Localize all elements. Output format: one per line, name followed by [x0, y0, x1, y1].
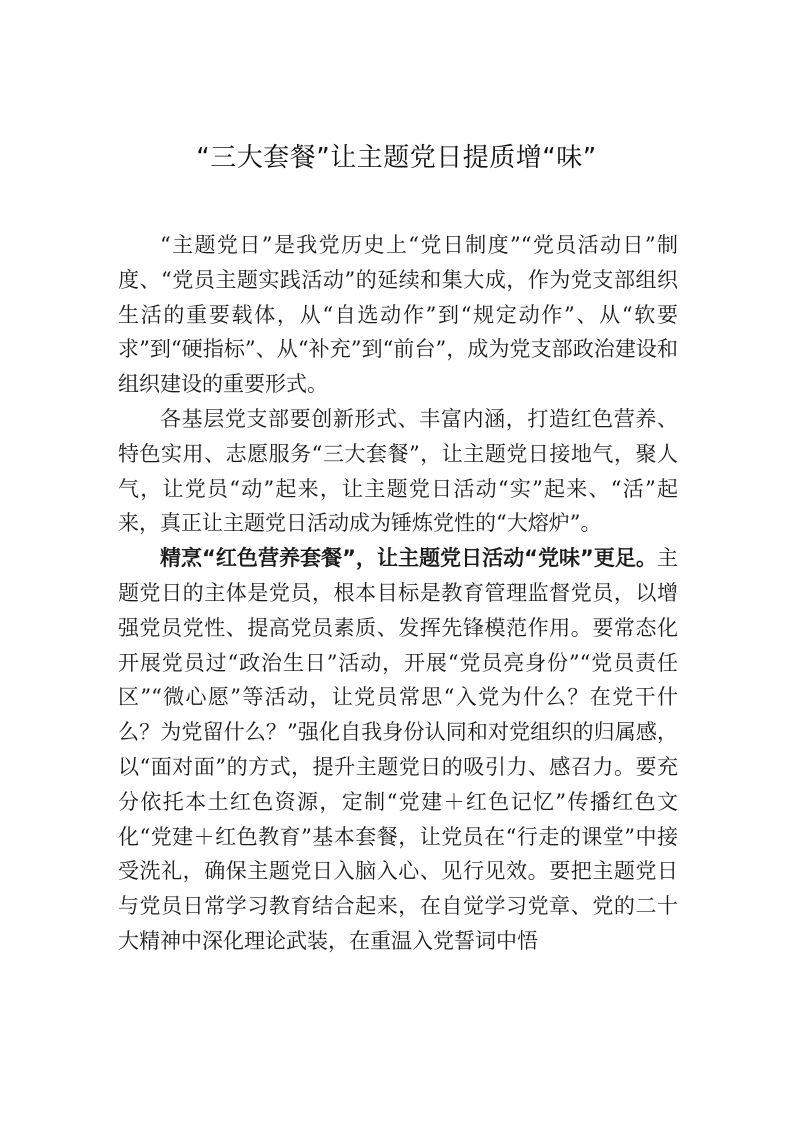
paragraph-2: 各基层党支部要创新形式、丰富内涵，打造红色营养、特色实用、志愿服务“三大套餐”，让主题党日接地气，聚人气，让党员“动”起来，让主题党日活动“实”起来、“活”起来，真正让主题党日活动成为锤炼党性的“大熔炉”。 [118, 406, 678, 536]
document-body [118, 228, 678, 959]
paragraph-3-heading: 精烹“红色营养套餐”，让主题党日活动“党味”更足。 [160, 546, 657, 571]
paragraph-1: “主题党日”是我党历史上“党日制度”“党员活动日”制度、“党员主题实践活动”的延续和集大成，作为党支部组织生活的重要载体，从“自选动作”到“规定动作”、从“软要求”到“硬指标”、从“补充”到“前台”，成为党支部政治建设和组织建设的重要形式。 [118, 233, 678, 397]
paragraph-3-text: 主题党日的主体是党员，根本目标是教育管理监督党员，以增强党员党性、提高党员素质、发挥先锋模范作用。要常态化开展党员过“政治生日”活动，开展“党员亮身份”“党员责任区”“微心愿”等活动，让党员常思“入党为什么？在党干什么？为党留什么？”强化自我身份认同和对党组织的归属感，以“面对面”的方式，提升主题党日的吸引力、感召力。要充分依托本土红色资源，定制“党建＋红色记忆”传播红色文化“党建＋红色教育”基本套餐，让党员在“行走的课堂”中接受洗礼，确保主题党日入脑入心、见行见效。要把主题党日与党员日常学习教育结合起来，在自觉学习党章、党的二十大精神中深化理论武装，在重温入党誓词中悟 [118, 546, 678, 953]
document-title: “三大套餐”让主题党日提质增“味” [196, 143, 597, 173]
paragraph-3 [118, 541, 678, 959]
